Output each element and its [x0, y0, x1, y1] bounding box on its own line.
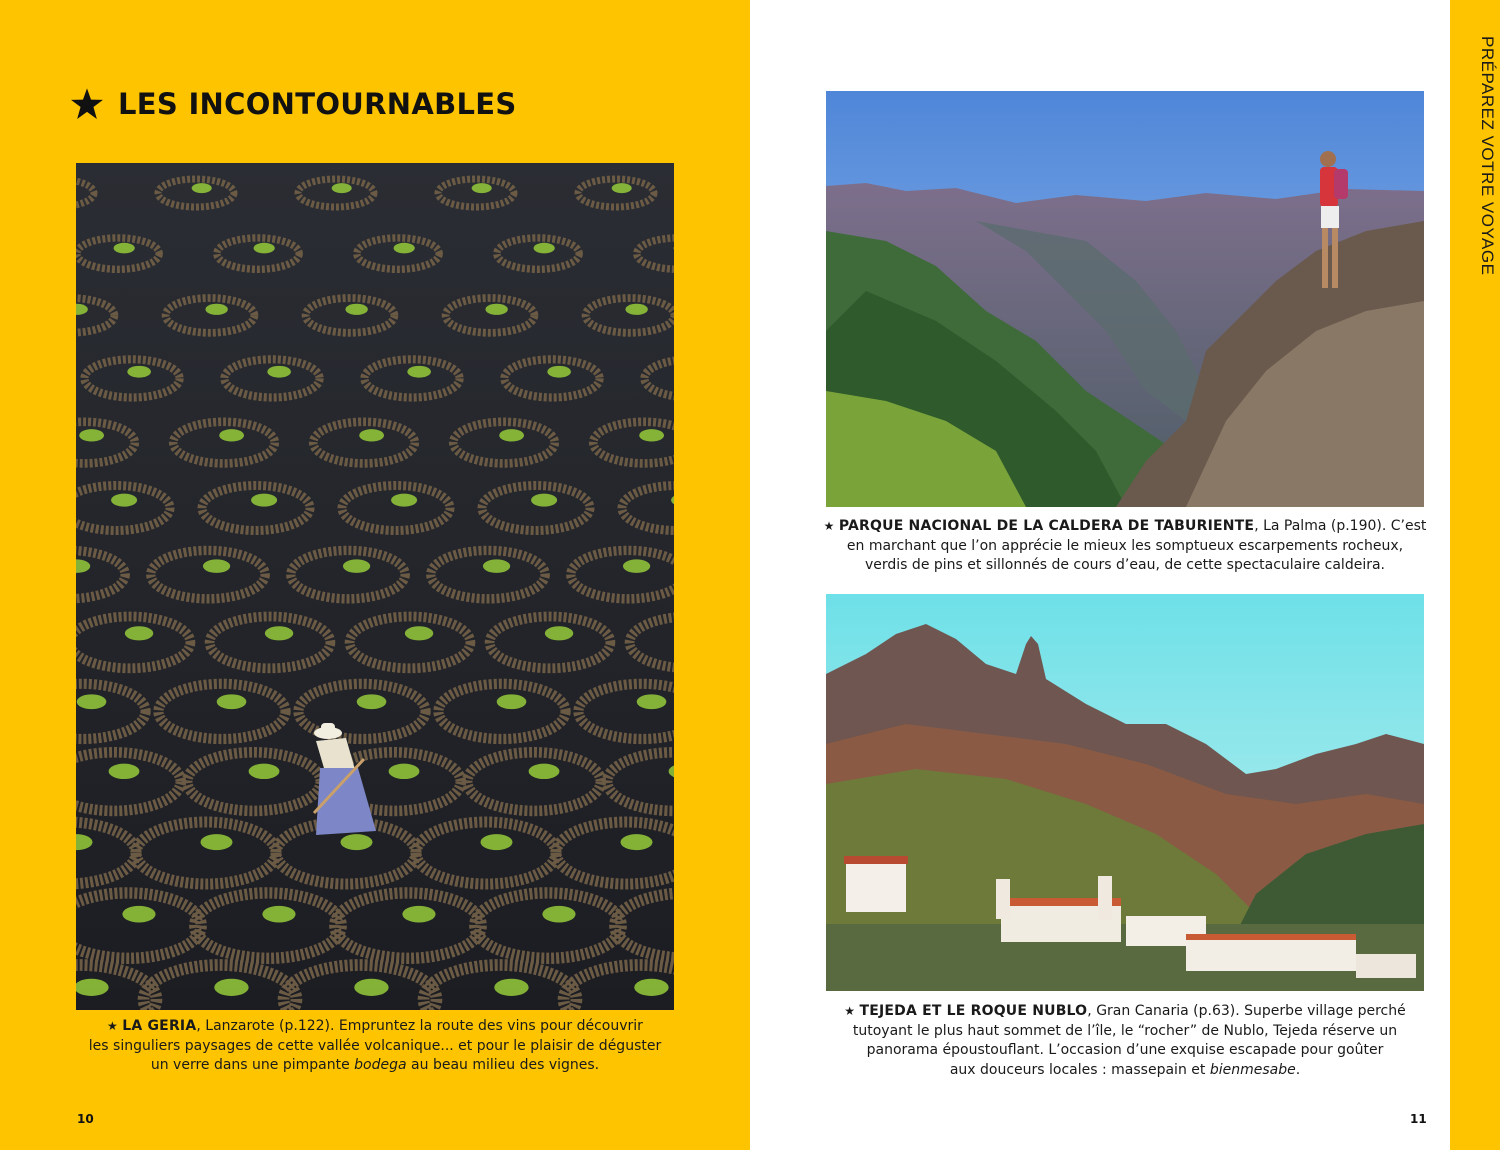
vine-plant	[405, 626, 433, 640]
vine-plant	[262, 906, 295, 923]
page-number-right: 11	[1410, 1112, 1427, 1126]
vine-plant	[472, 183, 492, 193]
caption-tejeda	[820, 1002, 1430, 1080]
photo-tejeda	[826, 594, 1424, 991]
vineyard-photo-icon	[76, 163, 674, 1010]
vine-plant	[203, 559, 230, 573]
vine-plant	[481, 834, 513, 850]
caption-line: en marchant que l’on apprécie le mieux les somptueux escarpements rocheux,	[846, 537, 1404, 554]
caption-lead: LA GERIA	[122, 1018, 197, 1034]
vine-plant	[343, 559, 370, 573]
vine-plant	[111, 494, 137, 507]
vine-plant	[612, 183, 632, 193]
vine-plant	[407, 366, 431, 378]
caption-text: , Gran Canaria (p.63). Superbe village perché	[1087, 1003, 1406, 1019]
vine-plant	[485, 304, 507, 315]
vine-plant	[219, 429, 244, 441]
small-star-icon: ★	[823, 519, 835, 533]
page-number-left: 10	[77, 1112, 94, 1126]
caption-text: , Lanzarote (p.122). Empruntez la route des vins pour découvrir	[196, 1018, 643, 1034]
side-tab-label: PRÉPAREZ VOTRE VOYAGE	[1478, 36, 1497, 276]
vine-plant	[529, 764, 560, 779]
vine-plant	[354, 979, 388, 996]
vine-plant	[332, 183, 352, 193]
vine-plant	[621, 834, 653, 850]
vine-plant	[122, 906, 155, 923]
vine-plant	[357, 694, 387, 709]
vine-plant	[499, 429, 524, 441]
vine-plant	[359, 429, 384, 441]
vine-plant	[497, 694, 527, 709]
photo-caldera	[826, 91, 1424, 507]
vine-plant	[79, 429, 104, 441]
mountain-photo-icon	[826, 91, 1424, 507]
page-title-text: LES INCONTOURNABLES	[118, 87, 517, 121]
caption-text: .	[1295, 1061, 1301, 1078]
caption-line	[78, 1017, 672, 1037]
vine-plant	[114, 243, 135, 254]
caption-line	[820, 517, 1430, 537]
vine-plant	[623, 559, 650, 573]
caption-lead: PARQUE NACIONAL DE LA CALDERA DE TABURIENTE	[838, 518, 1255, 534]
vine-plant	[534, 243, 555, 254]
vine-plant	[217, 694, 247, 709]
small-star-icon: ★	[107, 1019, 118, 1033]
caption-line: tutoyant le plus haut sommet de l’île, le “rocher” de Nublo, Tejeda réserve un	[852, 1022, 1398, 1039]
vine-plant	[634, 979, 668, 996]
vine-plant	[531, 494, 557, 507]
vine-plant	[639, 429, 664, 441]
vine-plant	[637, 694, 667, 709]
caption-caldera	[820, 517, 1430, 576]
star-icon	[70, 87, 104, 121]
caption-line	[78, 1056, 672, 1076]
vine-plant	[109, 764, 140, 779]
vine-plant	[345, 304, 367, 315]
vine-plant	[249, 764, 280, 779]
vine-plant	[201, 834, 233, 850]
village-photo-icon	[826, 594, 1424, 991]
vine-plant	[251, 494, 277, 507]
caption-line: verdis de pins et sillonnés de cours d’eau, de cette spectaculaire caldeira.	[865, 557, 1385, 573]
photo-la-geria	[76, 163, 674, 1010]
caption-line	[820, 1061, 1430, 1081]
vine-plant	[389, 764, 420, 779]
caption-line: panorama époustouflant. L’occasion d’une exquise escapade pour goûter	[866, 1042, 1384, 1058]
vine-plant	[547, 366, 571, 378]
vine-plant	[483, 559, 510, 573]
caption-line: les singuliers paysages de cette vallée volcanique... et pour le plaisir de déguster	[88, 1037, 662, 1054]
small-star-icon: ★	[844, 1004, 855, 1018]
vine-plant	[205, 304, 227, 315]
vine-plant	[125, 626, 153, 640]
vine-plant	[77, 694, 107, 709]
caption-text: , La Palma (p.190). C’est	[1254, 518, 1427, 534]
caption-line	[820, 1002, 1430, 1022]
vine-plant	[267, 366, 291, 378]
caption-text: au beau milieu des vignes.	[406, 1057, 600, 1073]
caption-text: aux douceurs locales : massepain et	[949, 1061, 1210, 1078]
page-title	[70, 84, 517, 124]
vine-plant	[402, 906, 435, 923]
vine-plant	[127, 366, 151, 378]
vine-plant	[341, 834, 373, 850]
caption-lead: TEJEDA ET LE ROQUE NUBLO	[859, 1003, 1088, 1019]
vine-plant	[265, 626, 293, 640]
vine-plant	[542, 906, 575, 923]
vine-plant	[254, 243, 275, 254]
caption-la-geria	[78, 1017, 672, 1076]
caption-emphasis: bienmesabe	[1209, 1061, 1296, 1078]
vine-plant	[214, 979, 248, 996]
vine-plant	[545, 626, 573, 640]
vine-plant	[391, 494, 417, 507]
caption-text: un verre dans une pimpante	[150, 1057, 355, 1073]
vine-plant	[625, 304, 647, 315]
vine-plant	[192, 183, 212, 193]
vine-plant	[394, 243, 415, 254]
vine-plant	[494, 979, 528, 996]
caption-emphasis: bodega	[354, 1057, 407, 1073]
